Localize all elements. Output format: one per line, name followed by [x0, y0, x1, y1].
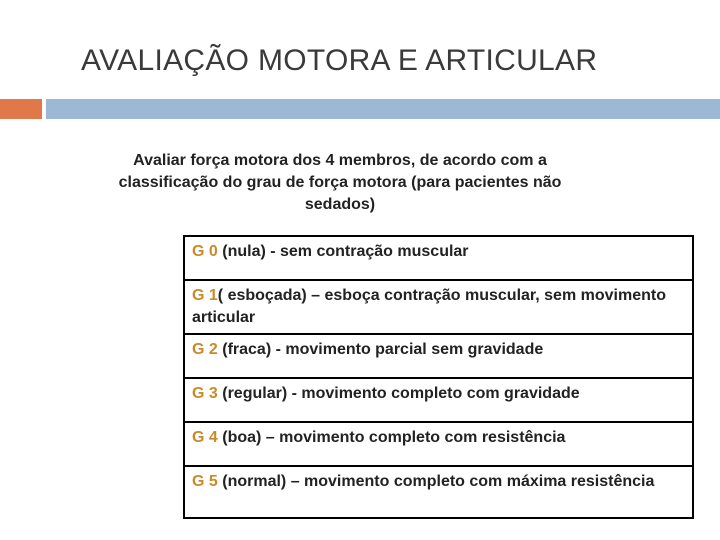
grade-label: G 3	[192, 385, 218, 402]
grade-cell	[184, 334, 693, 378]
grade-description: (regular) - movimento completo com gravidade	[217, 385, 580, 402]
grade-cell	[184, 466, 693, 518]
table-row	[184, 280, 693, 334]
grade-description: (fraca) - movimento parcial sem gravidade	[217, 341, 544, 358]
table-row	[184, 236, 693, 280]
table-row	[184, 466, 693, 518]
grade-cell	[184, 236, 693, 280]
grade-table	[183, 235, 694, 519]
intro-text: Avaliar força motora dos 4 membros, de acordo com a classificação do grau de força motora (para pacientes não sedados)	[118, 152, 562, 213]
accent-bar-orange	[0, 99, 42, 119]
grade-cell	[184, 280, 693, 334]
grade-description: (normal) – movimento completo com máxima resistência	[217, 473, 655, 490]
table-row	[184, 334, 693, 378]
grade-cell	[184, 378, 693, 422]
table-row	[184, 422, 693, 466]
grade-label: G 4	[192, 429, 218, 446]
grade-description: (nula) - sem contração muscular	[217, 243, 469, 260]
slide-title: AVALIAÇÃO MOTORA E ARTICULAR	[81, 44, 598, 77]
grade-label: G 1	[192, 287, 218, 304]
grade-description: (boa) – movimento completo com resistência	[217, 429, 566, 446]
grade-cell	[184, 422, 693, 466]
grade-description: ( esboçada) – esboça contração muscular, sem movimento articular	[192, 287, 666, 326]
accent-bar-blue	[46, 99, 720, 119]
grade-label: G 0	[192, 243, 218, 260]
grade-label: G 2	[192, 341, 218, 358]
table-row	[184, 378, 693, 422]
grade-label: G 5	[192, 473, 218, 490]
